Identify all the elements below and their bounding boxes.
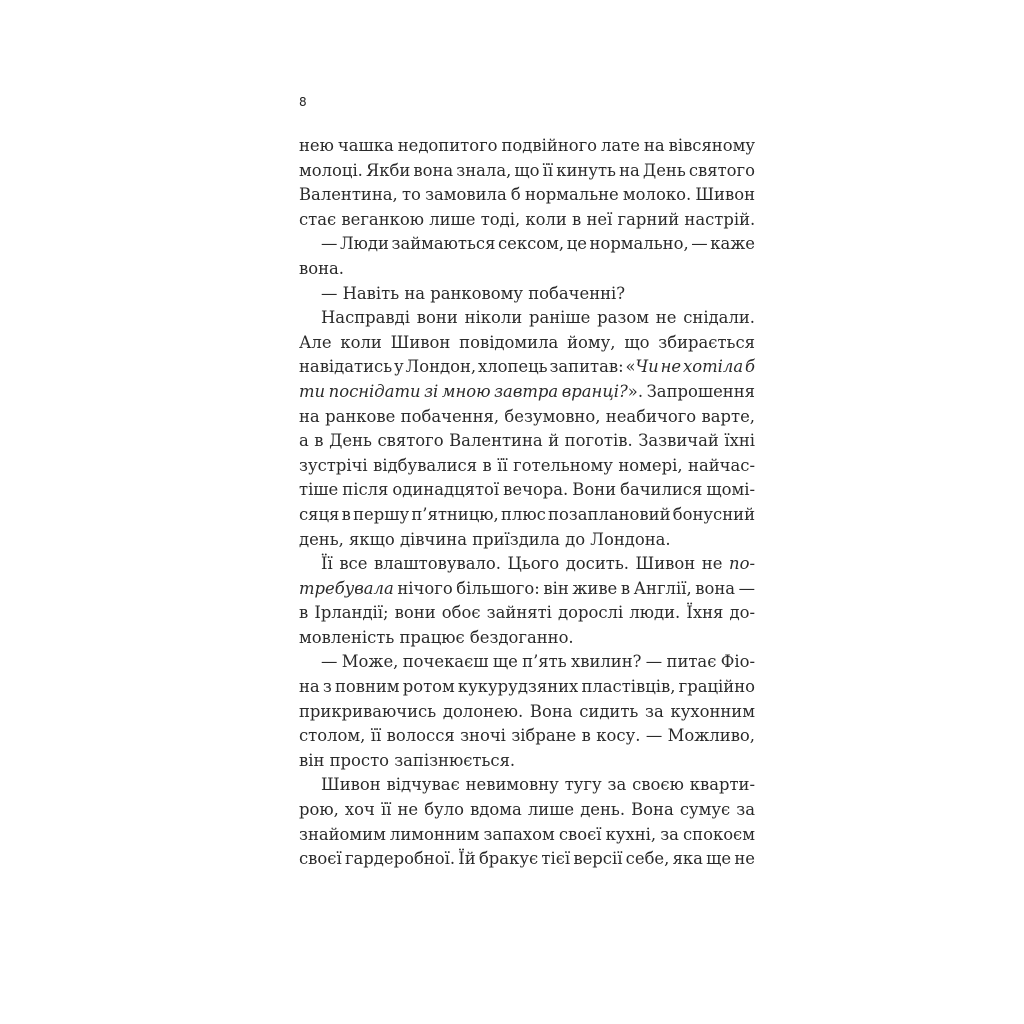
italic-text: требувала <box>299 578 394 598</box>
text-segment: на ранкове побачення, безумовно, неабичого варте, <box>299 406 755 426</box>
text-line <box>299 700 755 725</box>
text-segment: молоці. Якби вона знала, що її кинуть на День святого <box>299 160 755 180</box>
text-line <box>299 503 755 528</box>
body-text <box>299 134 755 872</box>
text-segment: Її все влаштовувало. Цього досить. Шивон не <box>321 554 730 574</box>
text-line <box>299 773 755 798</box>
text-segment: — Навіть на ранковому побаченні? <box>321 283 626 303</box>
text-line <box>299 232 755 257</box>
text-line <box>299 528 755 553</box>
text-line <box>299 601 755 626</box>
text-line <box>299 749 755 774</box>
text-segment: своєї гардеробної. Їй бракує тієї версії себе, яка ще не <box>299 849 755 869</box>
text-line <box>299 724 755 749</box>
text-segment: тіше після одинадцятої вечора. Вони бачилися щомі- <box>299 480 755 500</box>
text-line <box>299 355 755 380</box>
italic-text: ти поснідати зі мною завтра вранці? <box>299 381 628 401</box>
text-line <box>299 208 755 233</box>
text-line <box>299 331 755 356</box>
text-segment: він просто запізнюється. <box>299 750 516 770</box>
text-segment: Валентина, то замовила б нормальне молоко. Шивон <box>299 185 755 205</box>
text-line <box>299 282 755 307</box>
italic-text: по- <box>729 554 755 574</box>
text-line <box>299 675 755 700</box>
text-segment: мовленість працює бездоганно. <box>299 627 574 647</box>
page-number: 8 <box>299 95 307 109</box>
text-line <box>299 823 755 848</box>
text-segment: нею чашка недопитого подвійного лате на вівсяному <box>299 136 755 155</box>
text-segment: Насправді вони ніколи раніше разом не снідали. <box>321 308 755 328</box>
text-segment: столом, її волосся зночі зібране в косу. — Можливо, <box>299 726 755 746</box>
text-line <box>299 478 755 503</box>
text-segment: день, якщо дівчина приїздила до Лондона. <box>299 529 671 549</box>
text-line <box>299 626 755 651</box>
text-line <box>299 552 755 577</box>
text-segment: в Ірландії; вони обоє зайняті дорослі люди. Їхня до- <box>299 603 755 623</box>
text-line <box>299 454 755 479</box>
italic-text: Чи не хотіла б <box>635 357 755 377</box>
text-line <box>299 159 755 184</box>
text-segment: на з повним ротом кукурудзяних пластівців, граційно <box>299 677 755 697</box>
text-line <box>299 798 755 823</box>
text-segment: а в День святого Валентина й поготів. Зазвичай їхні <box>299 431 755 451</box>
text-segment: — Може, почекаєш ще п’ять хвилин? — питає Фіо- <box>321 652 755 672</box>
text-segment: вона. <box>299 258 345 278</box>
text-segment: — Люди займаються сексом, це нормально, — каже <box>321 234 755 254</box>
text-segment: зустрічі відбувалися в її готельному номері, найчас- <box>299 455 755 475</box>
text-line <box>299 134 755 159</box>
text-line <box>299 183 755 208</box>
text-segment: навідатись у Лондон, хлопець запитав: « <box>299 357 636 377</box>
text-line <box>299 577 755 602</box>
text-segment: знайомим лимонним запахом своєї кухні, за спокоєм <box>299 824 755 844</box>
text-segment: Але коли Шивон повідомила йому, що збирається <box>299 332 755 352</box>
text-line <box>299 429 755 454</box>
text-line <box>299 650 755 675</box>
text-line <box>299 405 755 430</box>
text-line <box>299 380 755 405</box>
text-segment: нічого більшого: він живе в Англії, вона — <box>393 578 755 598</box>
text-segment: прикриваючись долонею. Вона сидить за кухонним <box>299 701 755 721</box>
text-segment: сяця в першу п’ятницю, плюс позаплановий бонусний <box>299 504 755 524</box>
text-segment: рою, хоч її не було вдома лише день. Вона сумує за <box>299 800 755 820</box>
text-segment: стає веганкою лише тоді, коли в неї гарний настрій. <box>299 209 756 229</box>
text-line <box>299 306 755 331</box>
text-line <box>299 257 755 282</box>
text-line <box>299 847 755 872</box>
text-segment: Шивон відчуває невимовну тугу за своєю кварти- <box>321 775 755 795</box>
text-segment: ». Запрошення <box>627 381 755 401</box>
